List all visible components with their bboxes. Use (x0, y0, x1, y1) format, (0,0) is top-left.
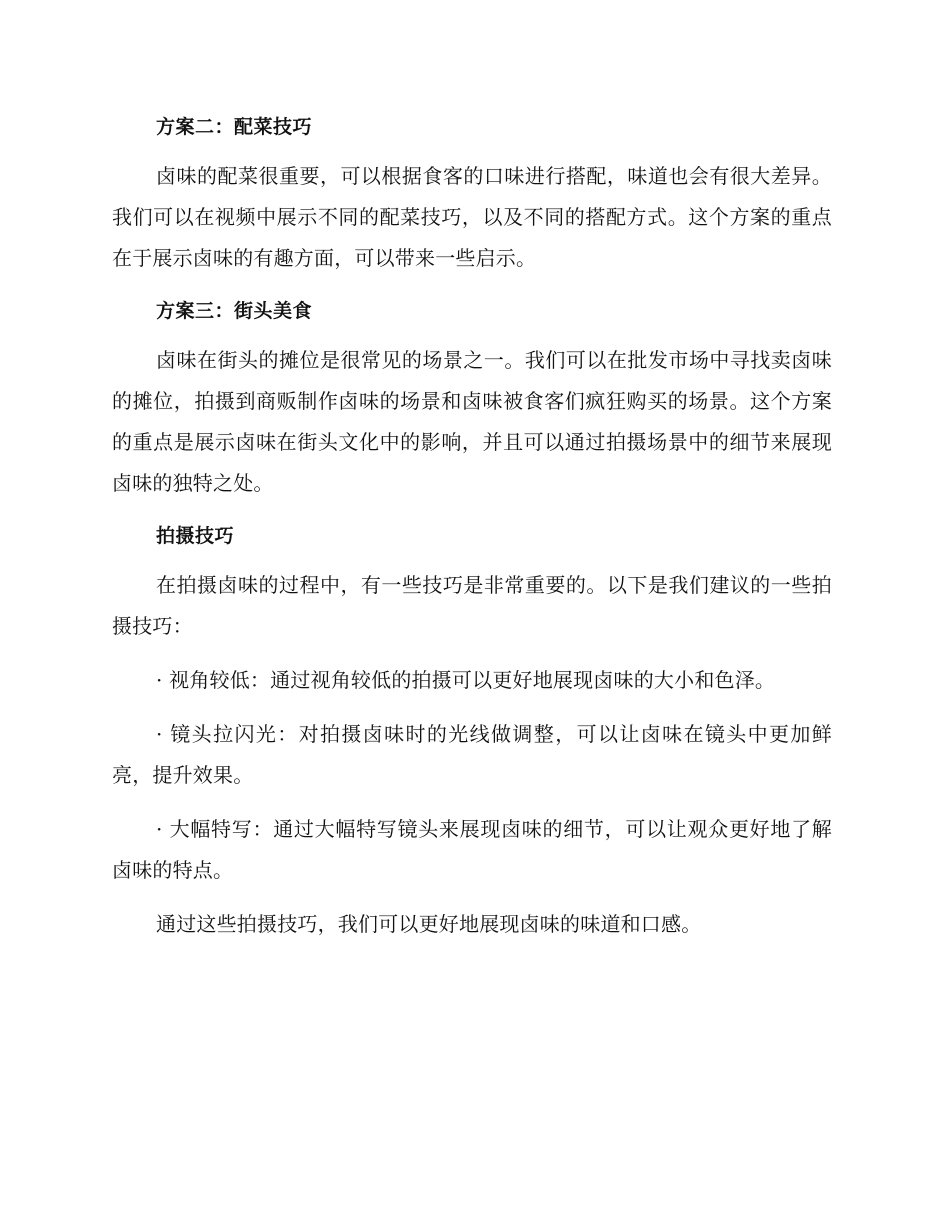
section-paragraph-plan-two: 卤味的配菜很重要，可以根据食客的口味进行搭配，味道也会有很大差异。我们可以在视频中展示不同的配菜技巧，以及不同的搭配方式。这个方案的重点在于展示卤味的有趣方面，可以带来一些启示。 (112, 164, 832, 270)
tip-low-angle: · 视角较低：通过视角较低的拍摄可以更好地展现卤味的大小和色泽。 (156, 668, 776, 692)
tip-close-up: · 大幅特写：通过大幅特写镜头来展现卤味的细节，可以让观众更好地了解卤味的特点。 (112, 817, 832, 882)
conclusion-paragraph: 通过这些拍摄技巧，我们可以更好地展现卤味的味道和口感。 (156, 912, 702, 936)
section-paragraph-plan-three: 卤味在街头的摊位是很常见的场景之一。我们可以在批发市场中寻找卖卤味的摊位，拍摄到商贩制作卤味的场景和卤味被食客们疯狂购买的场景。这个方案的重点是展示卤味在街头文化中的影响，并且可以通过拍摄场景中的细节来展现卤味的独特之处。 (112, 348, 832, 495)
document-body (112, 108, 832, 958)
section-heading-shooting-tips: 拍摄技巧 (156, 525, 235, 547)
section-heading-plan-three: 方案三：街头美食 (156, 300, 313, 322)
tip-lighting: · 镜头拉闪光：对拍摄卤味时的光线做调整，可以让卤味在镜头中更加鲜亮，提升效果。 (112, 722, 832, 787)
section-heading-plan-two: 方案二：配菜技巧 (156, 116, 313, 138)
section-paragraph-shooting-tips: 在拍摄卤味的过程中，有一些技巧是非常重要的。以下是我们建议的一些拍摄技巧： (112, 573, 832, 638)
